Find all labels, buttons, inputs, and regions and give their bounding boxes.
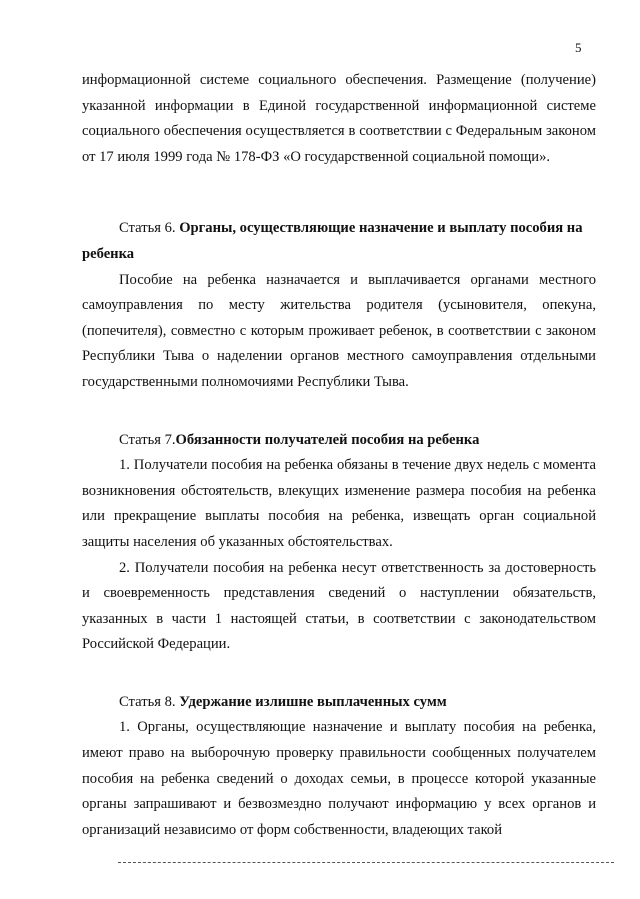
section-gap <box>82 396 596 428</box>
article-8-prefix: Статья 8. <box>119 693 180 710</box>
article-8-heading <box>82 690 596 716</box>
article-7-paragraph-1: 1. Получатели пособия на ребенка обязаны в течение двух недель с момента возникновения обстоятельств, влекущих изменение размера пособия на ребенка или прекращение выплаты пособия на ребенка, извещать орган социальной защиты населения об указанных обстоятельствах. <box>82 457 596 550</box>
article-6-prefix: Статья 6. <box>119 220 180 237</box>
article-7-paragraph-2: 2. Получатели пособия на ребенка несут ответственность за достоверность и своевременность представления сведений о наступлении обязательств, указанных в части 1 настоящей статьи, в соответствии с законодательством Российской Федерации. <box>82 559 596 653</box>
section-gap <box>82 170 596 216</box>
article-8-paragraph-1: 1. Органы, осуществляющие назначение и выплату пособия на ребенка, имеют право на выборочную проверку правильности сообщенных получателем пособия на ребенка сведений о доходах семьи, в процессе которой указанные органы запрашивают и безвозмездно получают информацию у всех органов и организаций независимо от форм собственности, владеющих такой <box>82 719 596 838</box>
continuation-paragraph: информационной системе социального обеспечения. Размещение (получение) указанной информации в Единой государственной информационной системе социального обеспечения осуществляется в соответствии с Федеральным законом от 17 июля 1999 года № 178-ФЗ «О государственной социальной помощи». <box>82 72 596 165</box>
article-6-heading <box>82 216 596 267</box>
article-7-heading <box>82 428 596 454</box>
section-gap <box>82 658 596 690</box>
article-7-title: Обязанности получателей пособия на ребенка <box>175 431 480 448</box>
footer-divider <box>118 862 614 863</box>
article-6-title: Органы, осуществляющие назначение и выплату пособия на ребенка <box>82 220 583 262</box>
article-6-paragraph: Пособие на ребенка назначается и выплачивается органами местного самоуправления по месту жительства родителя (усыновителя, опекуна, (попечителя), совместно с которым проживает ребенок, в соответствии с законом Республики Тыва о наделении органов местного самоуправления отдельными государственными полномочиями Республики Тыва. <box>82 271 596 390</box>
document-body <box>82 68 596 843</box>
page-number: 5 <box>575 40 582 55</box>
article-7-prefix: Статья 7. <box>119 431 176 448</box>
article-8-title: Удержание излишне выплаченных сумм <box>179 693 447 710</box>
